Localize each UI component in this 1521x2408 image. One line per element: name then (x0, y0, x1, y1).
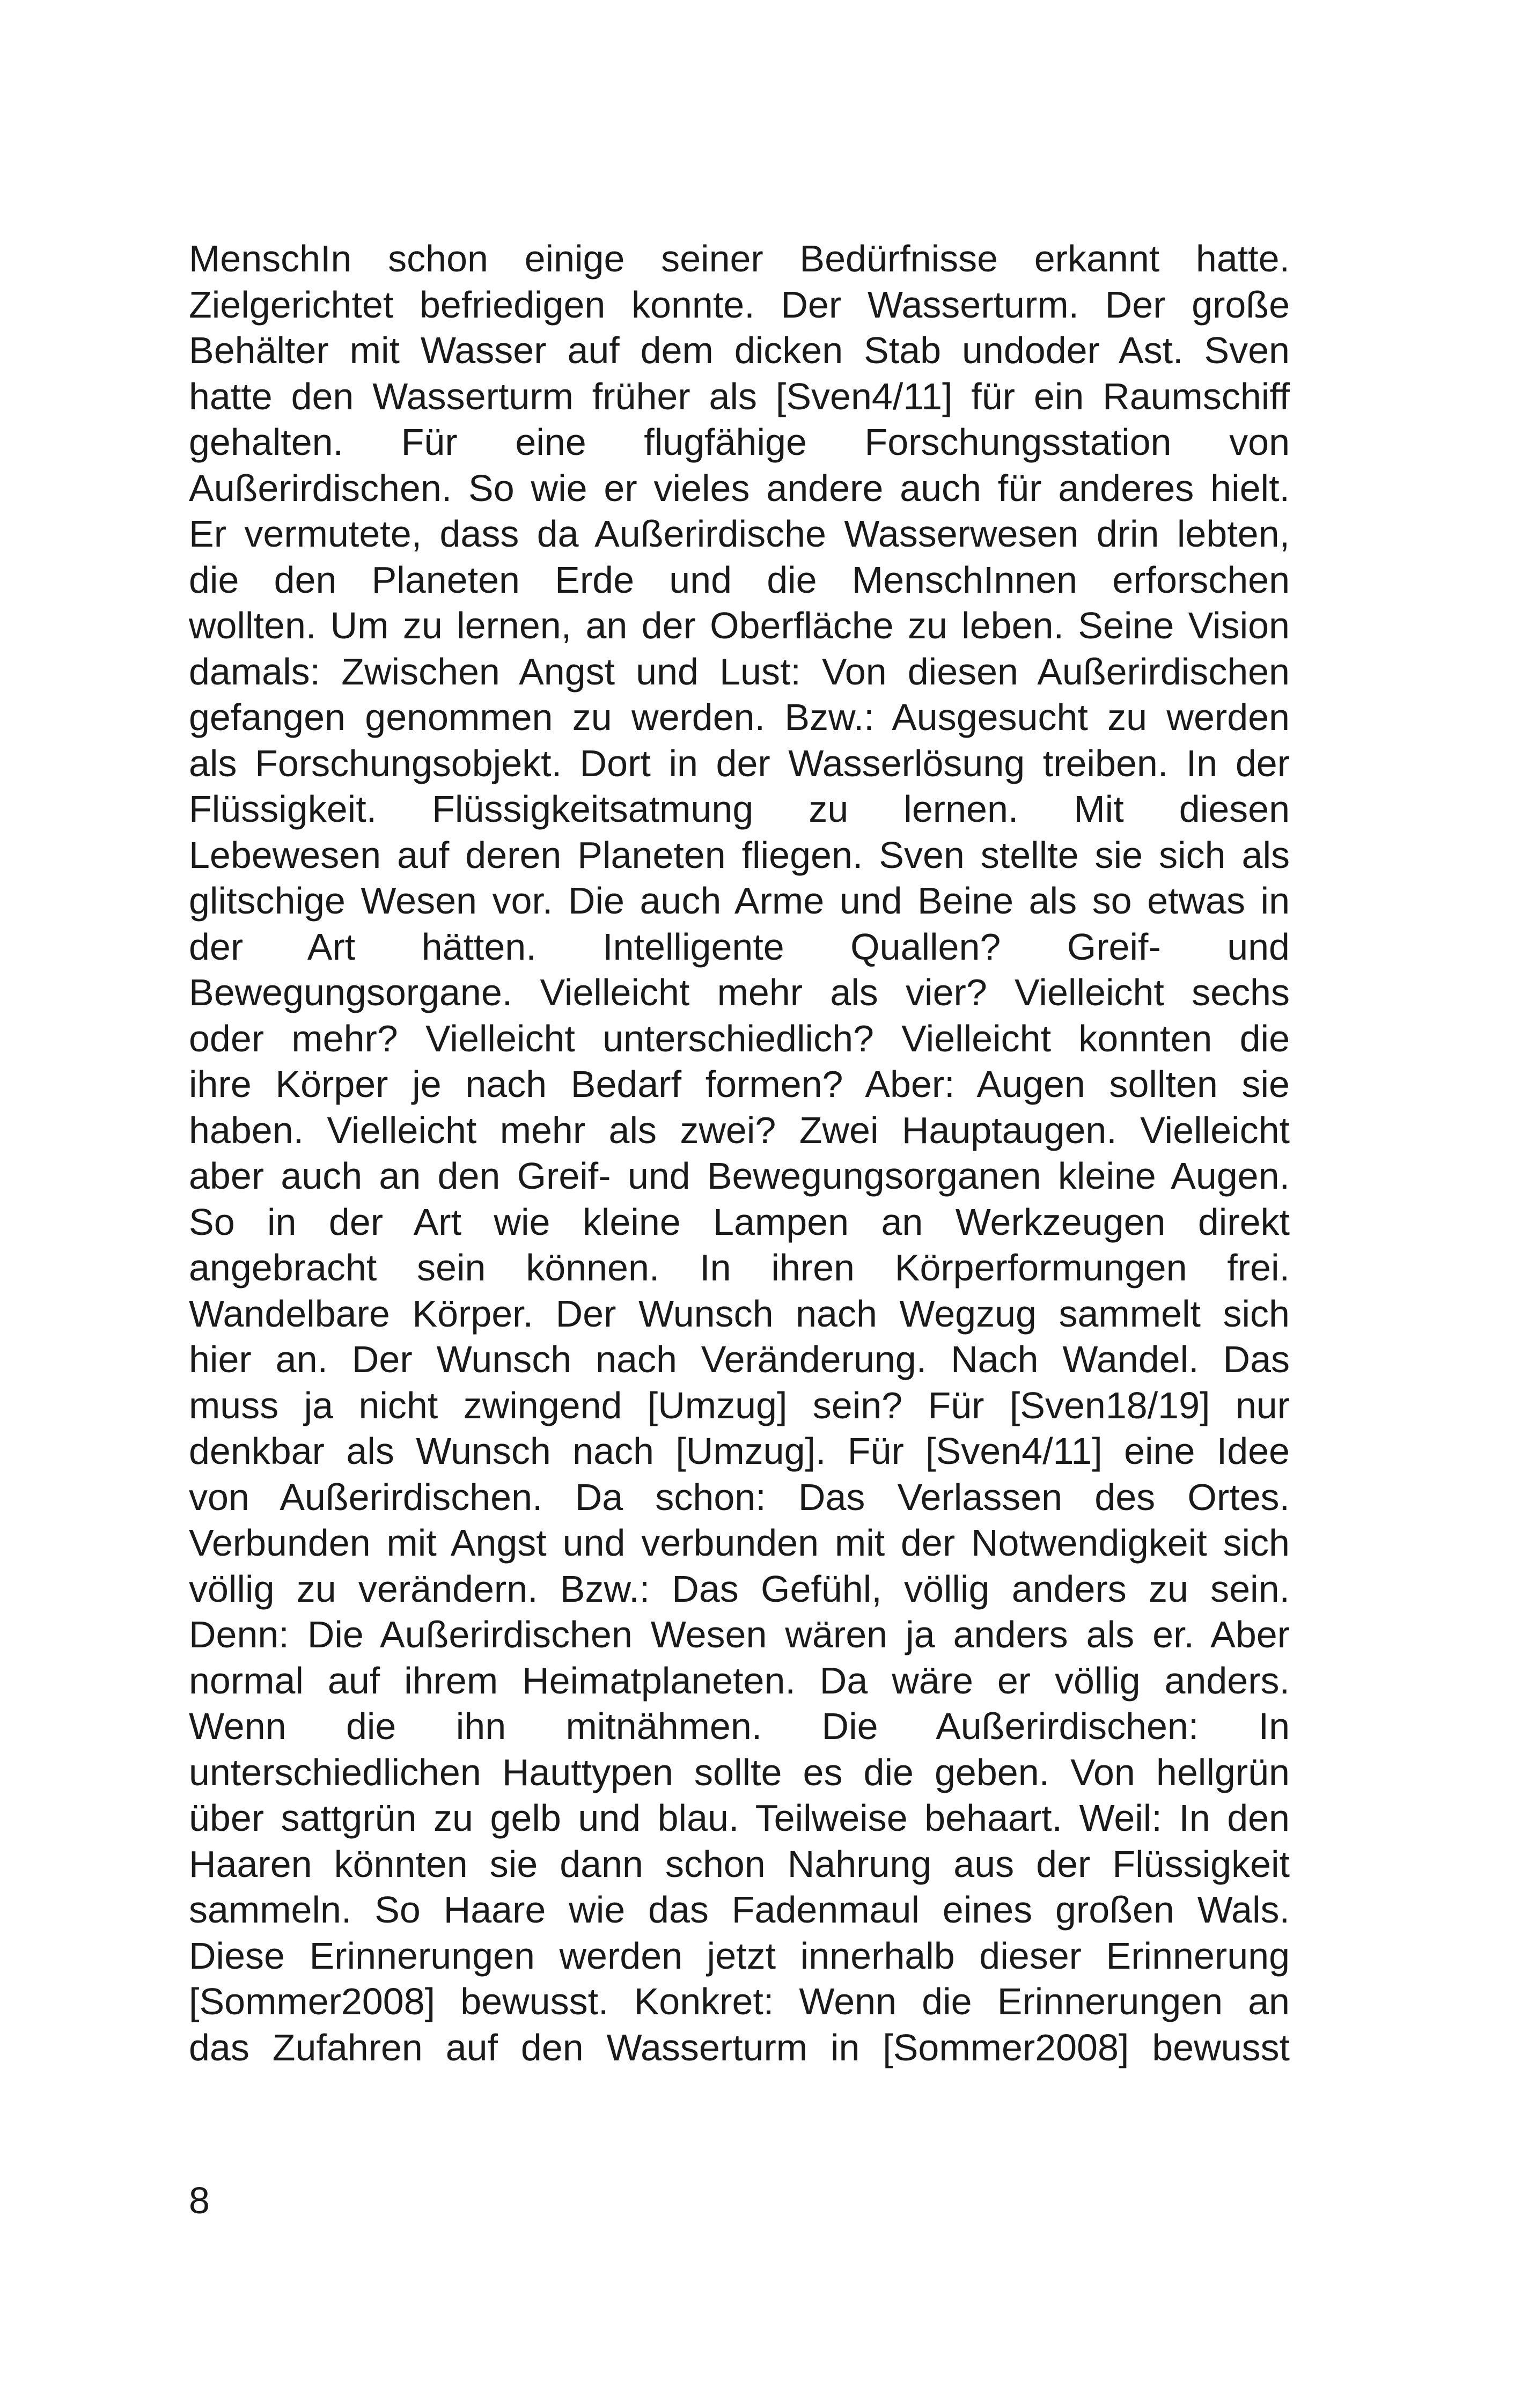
text-line: gefangen genommen zu werden. Bzw.: Ausgesucht zu werden (189, 696, 1290, 738)
text-line: völlig zu verändern. Bzw.: Das Gefühl, völlig anders zu sein. (189, 1567, 1290, 1610)
text-line: glitschige Wesen vor. Die auch Arme und Beine als so etwas in (189, 880, 1290, 922)
text-line: Denn: Die Außerirdischen Wesen wären ja anders als er. Aber (189, 1614, 1290, 1655)
text-line: Diese Erinnerungen werden jetzt innerhalb dieser Erinnerung (189, 1934, 1290, 1977)
text-line: denkbar als Wunsch nach [Umzug]. Für [Sven4/11] eine Idee (189, 1430, 1290, 1472)
text-line: Verbunden mit Angst und verbunden mit der Notwendigkeit sich (189, 1522, 1290, 1564)
text-line: Flüssigkeit. Flüssigkeitsatmung zu lernen. Mit diesen (189, 788, 1290, 830)
text-line: aber auch an den Greif- und Bewegungsorganen kleine Augen. (189, 1155, 1290, 1197)
text-line: Behälter mit Wasser auf dem dicken Stab undoder Ast. Sven (189, 329, 1290, 371)
text-line: unterschiedlichen Hauttypen sollte es die geben. Von hellgrün (189, 1751, 1290, 1793)
text-line: angebracht sein können. In ihren Körperformungen frei. (189, 1247, 1290, 1288)
text-line: das Zufahren auf den Wasserturm in [Sommer2008] bewusst (189, 2026, 1290, 2068)
text-line: Er vermutete, dass da Außerirdische Wasserwesen drin lebten, (189, 513, 1290, 555)
page-number: 8 (189, 2179, 210, 2221)
text-line: die den Planeten Erde und die MenschInnen erforschen (189, 558, 1290, 601)
text-line: So in der Art wie kleine Lampen an Werkzeugen direkt (189, 1201, 1290, 1243)
text-line: Wandelbare Körper. Der Wunsch nach Wegzug sammelt sich (189, 1292, 1290, 1335)
text-line: als Forschungsobjekt. Dort in der Wasserlösung treiben. In der (189, 742, 1290, 784)
text-line: damals: Zwischen Angst und Lust: Von diesen Außerirdischen (189, 650, 1290, 693)
text-line: normal auf ihrem Heimatplaneten. Da wäre er völlig anders. (189, 1659, 1290, 1702)
text-line: Lebewesen auf deren Planeten fliegen. Sven stellte sie sich als (189, 834, 1290, 876)
text-line: über sattgrün zu gelb und blau. Teilweise behaart. Weil: In den (189, 1797, 1290, 1839)
text-line: hier an. Der Wunsch nach Veränderung. Nach Wandel. Das (189, 1338, 1290, 1380)
text-line: der Art hätten. Intelligente Quallen? Greif- und (189, 925, 1290, 968)
text-line: wollten. Um zu lernen, an der Oberfläche zu leben. Seine Vision (189, 605, 1290, 646)
text-line: hatte den Wasserturm früher als [Sven4/11] für ein Raumschiff (189, 375, 1290, 417)
text-line: Haaren könnten sie dann schon Nahrung aus der Flüssigkeit (189, 1843, 1290, 1885)
text-line: ihre Körper je nach Bedarf formen? Aber: Augen sollten sie (189, 1063, 1290, 1105)
text-line: Zielgerichtet befriedigen konnte. Der Wasserturm. Der große (189, 283, 1290, 326)
text-line: Außerirdischen. So wie er vieles andere auch für anderes hielt. (189, 467, 1290, 509)
text-line: Wenn die ihn mitnähmen. Die Außerirdischen: In (189, 1705, 1290, 1747)
body-text (189, 236, 1290, 2071)
text-line: oder mehr? Vielleicht unterschiedlich? Vielleicht konnten die (189, 1017, 1290, 1059)
text-line: sammeln. So Haare wie das Fadenmaul eines großen Wals. (189, 1889, 1290, 1931)
text-line: muss ja nicht zwingend [Umzug] sein? Für [Sven18/19] nur (189, 1384, 1290, 1426)
text-line: von Außerirdischen. Da schon: Das Verlassen des Ortes. (189, 1476, 1290, 1518)
text-line: haben. Vielleicht mehr als zwei? Zwei Hauptaugen. Vielleicht (189, 1109, 1290, 1151)
text-line: [Sommer2008] bewusst. Konkret: Wenn die Erinnerungen an (189, 1980, 1290, 2022)
text-line: Bewegungsorgane. Vielleicht mehr als vier? Vielleicht sechs (189, 971, 1290, 1013)
text-line: MenschIn schon einige seiner Bedürfnisse erkannt hatte. (189, 238, 1290, 279)
text-line: gehalten. Für eine flugfähige Forschungsstation von (189, 421, 1290, 463)
